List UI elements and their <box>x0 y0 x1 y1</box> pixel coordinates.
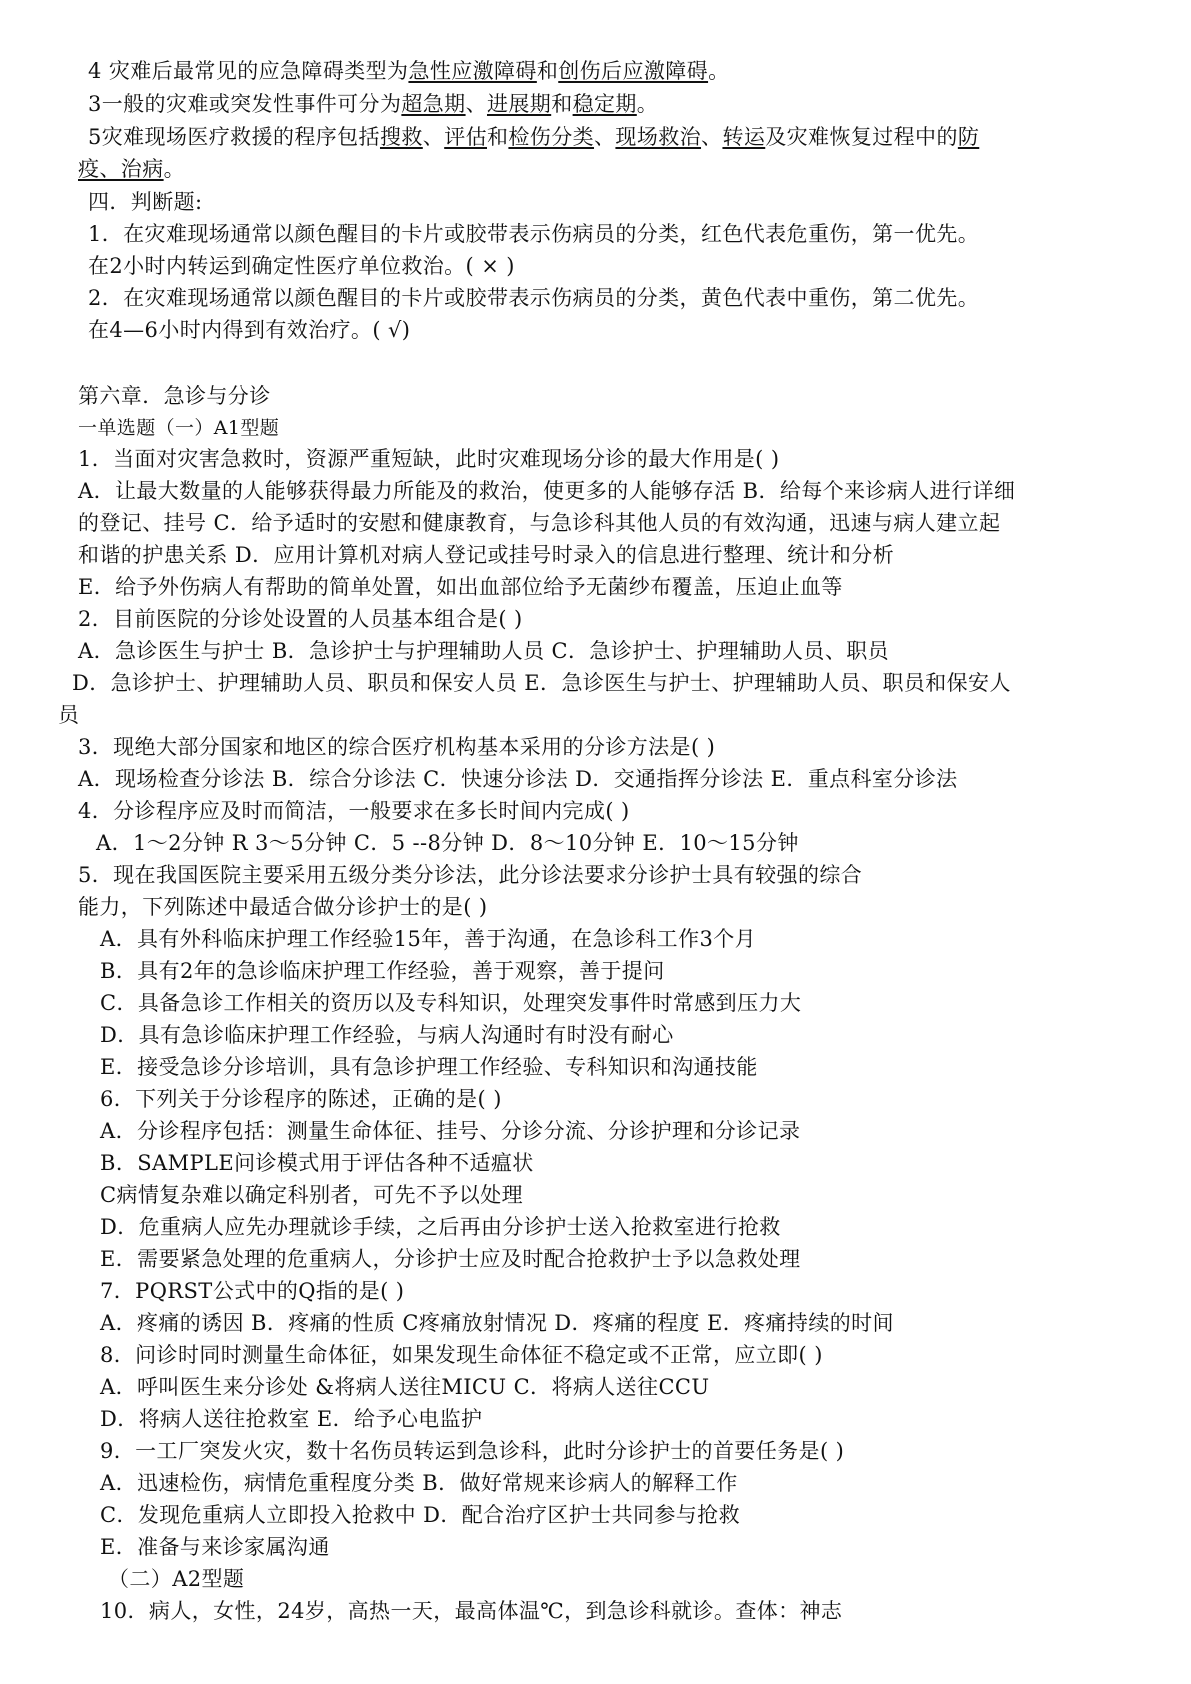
fill-item-4-mid: 和 <box>536 59 559 83</box>
question-line: D．具有急诊临床护理工作经验，与病人沟通时有时没有耐心 <box>100 1023 674 1047</box>
question-line: A．分诊程序包括：测量生命体征、挂号、分诊分流、分诊护理和分诊记录 <box>100 1119 801 1143</box>
question-line: 1．当面对灾害急救时，资源严重短缺，此时灾难现场分诊的最大作用是( ) <box>78 447 780 471</box>
question-line: A．疼痛的诱因 B．疼痛的性质 C疼痛放射情况 D．疼痛的程度 E．疼痛持续的时间 <box>100 1311 894 1335</box>
answer-epidemic-prevention-part1: 防 <box>957 125 980 149</box>
answer-transport: 转运 <box>722 125 766 149</box>
question-line: C．具备急诊工作相关的资历以及专科知识，处理突发事件时常感到压力大 <box>100 991 802 1015</box>
chapter-title: 第六章．急诊与分诊 <box>78 384 271 408</box>
answer-search-rescue: 搜救 <box>379 125 423 149</box>
fill-item-4-end: 。 <box>708 59 730 83</box>
fill-item-5-prefix: 5灾难现场医疗救援的程序包括 <box>88 125 380 149</box>
chapter-subtitle: 一单选题（一）A1型题 <box>78 417 280 439</box>
question-line: 2．目前医院的分诊处设置的人员基本组合是( ) <box>78 607 523 631</box>
answer-epidemic-prevention-part2: 疫、治病 <box>78 157 164 181</box>
question-line: E．接受急诊分诊培训，具有急诊护理工作经验、专科知识和沟通技能 <box>100 1055 758 1079</box>
question-line: D．急诊护士、护理辅助人员、职员和保安人员 E．急诊医生与护士、护理辅助人员、职员和保安人 <box>72 671 1011 695</box>
question-line: 7．PQRST公式中的Q指的是( ) <box>100 1279 405 1303</box>
question-line: C．发现危重病人立即投入抢救中 D．配合治疗区护士共同参与抢救 <box>100 1503 740 1527</box>
question-line: A．呼叫医生来分诊处 &将病人送往MICU C．将病人送往CCU <box>100 1375 710 1399</box>
question-line: 9．一工厂突发火灾，数十名伤员转运到急诊科，此时分诊护士的首要任务是( ) <box>100 1439 845 1463</box>
question-line: 10．病人，女性，24岁，高热一天，最高体温℃，到急诊科就诊。查体：神志 <box>100 1599 843 1623</box>
question-line: 的登记、挂号 C．给予适时的安慰和健康教育，与急诊科其他人员的有效沟通，迅速与病人建立起 <box>78 511 1001 535</box>
fill-item-3-sep1: 、 <box>465 92 487 116</box>
question-line: D．危重病人应先办理就诊手续，之后再由分诊护士送入抢救室进行抢救 <box>100 1215 781 1239</box>
answer-hyperacute: 超急期 <box>401 92 466 116</box>
fill-item-4 <box>88 56 729 86</box>
fill-item-3-prefix: 3一般的灾难或突发性事件可分为 <box>88 92 402 116</box>
section-title-judgment: 四．判断题: <box>88 190 203 214</box>
answer-progressive: 进展期 <box>486 92 552 116</box>
question-line: A．现场检查分诊法 B．综合分诊法 C．快速分诊法 D．交通指挥分诊法 E．重点科室分诊法 <box>78 767 958 791</box>
fill-item-5-sep2: 和 <box>487 125 509 149</box>
judgment-q1-line2: 在2小时内转运到确定性医疗单位救治。( × ) <box>88 254 515 278</box>
question-line: B．具有2年的急诊临床护理工作经验，善于观察，善于提问 <box>100 959 665 983</box>
fill-item-4-prefix: 4 灾难后最常见的应急障碍类型为 <box>88 59 409 83</box>
answer-acute-stress: 急性应激障碍 <box>408 59 537 83</box>
fill-item-3-end: 。 <box>636 92 659 116</box>
section-subtitle-a2: （二）A2型题 <box>108 1567 245 1591</box>
question-line: E．给予外伤病人有帮助的简单处置，如出血部位给予无菌纱布覆盖，压迫止血等 <box>78 575 843 599</box>
fill-item-3 <box>88 89 658 119</box>
question-line: A．急诊医生与护士 B．急诊护士与护理辅助人员 C．急诊护士、护理辅助人员、职员 <box>78 639 890 663</box>
fill-item-5-line1 <box>88 122 979 152</box>
question-line: 员 <box>58 703 80 727</box>
question-line: E．准备与来诊家属沟通 <box>100 1535 330 1559</box>
question-line: A．具有外科临床护理工作经验15年，善于沟通，在急诊科工作3个月 <box>100 927 757 951</box>
question-line: 6．下列关于分诊程序的陈述，正确的是( ) <box>100 1087 502 1111</box>
fill-item-5-line2 <box>78 154 185 184</box>
judgment-q1-line1: 1．在灾难现场通常以颜色醒目的卡片或胶带表示伤病员的分类，红色代表危重伤，第一优先。 <box>88 222 980 246</box>
question-line: 5．现在我国医院主要采用五级分类分诊法，此分诊法要求分诊护士具有较强的综合 <box>78 863 863 887</box>
answer-onsite-treatment: 现场救治 <box>615 125 702 149</box>
fill-item-5-sep4: 、 <box>701 125 723 149</box>
fill-item-5-end: 。 <box>163 157 186 181</box>
answer-stable: 稳定期 <box>572 92 637 116</box>
fill-item-5-sep3: 、 <box>594 125 616 149</box>
question-line: 8．问诊时同时测量生命体征，如果发现生命体征不稳定或不正常，应立即( ) <box>100 1343 823 1367</box>
question-line: 能力，下列陈述中最适合做分诊护士的是( ) <box>78 895 488 919</box>
fill-item-5-sep1: 、 <box>422 125 445 149</box>
fill-item-5-sep5: 及灾难恢复过程中的 <box>765 125 958 149</box>
question-line: E．需要紧急处理的危重病人，分诊护士应及时配合抢救护士予以急救处理 <box>100 1247 801 1271</box>
question-line: 4．分诊程序应及时而简洁，一般要求在多长时间内完成( ) <box>78 799 630 823</box>
question-line: A．1～2分钟 R 3～5分钟 C．5 --8分钟 D．8～10分钟 E．10～15分钟 <box>96 831 799 855</box>
question-line: A．让最大数量的人能够获得最力所能及的救治，使更多的人能够存活 B．给每个来诊病人进行详细 <box>78 479 1016 503</box>
question-line: 3．现绝大部分国家和地区的综合医疗机构基本采用的分诊方法是( ) <box>78 735 716 759</box>
question-line: B．SAMPLE问诊模式用于评估各种不适瘟状 <box>100 1151 534 1175</box>
question-line: D．将病人送往抢救室 E．给予心电监护 <box>100 1407 483 1431</box>
judgment-q2-line2: 在4—6小时内得到有效治疗。( √) <box>88 318 411 342</box>
question-line: C病情复杂难以确定科别者，可先不予以处理 <box>100 1183 524 1207</box>
question-line: 和谐的护患关系 D．应用计算机对病人登记或挂号时录入的信息进行整理、统计和分析 <box>78 543 895 567</box>
answer-ptsd: 创伤后应激障碍 <box>558 59 709 83</box>
judgment-q2-line1: 2．在灾难现场通常以颜色醒目的卡片或胶带表示伤病员的分类，黄色代表中重伤，第二优先。 <box>88 286 980 310</box>
question-line: A．迅速检伤，病情危重程度分类 B．做好常规来诊病人的解释工作 <box>100 1471 738 1495</box>
answer-triage: 检伤分类 <box>508 125 595 149</box>
answer-assessment: 评估 <box>444 125 487 149</box>
fill-item-3-sep2: 和 <box>551 92 573 116</box>
